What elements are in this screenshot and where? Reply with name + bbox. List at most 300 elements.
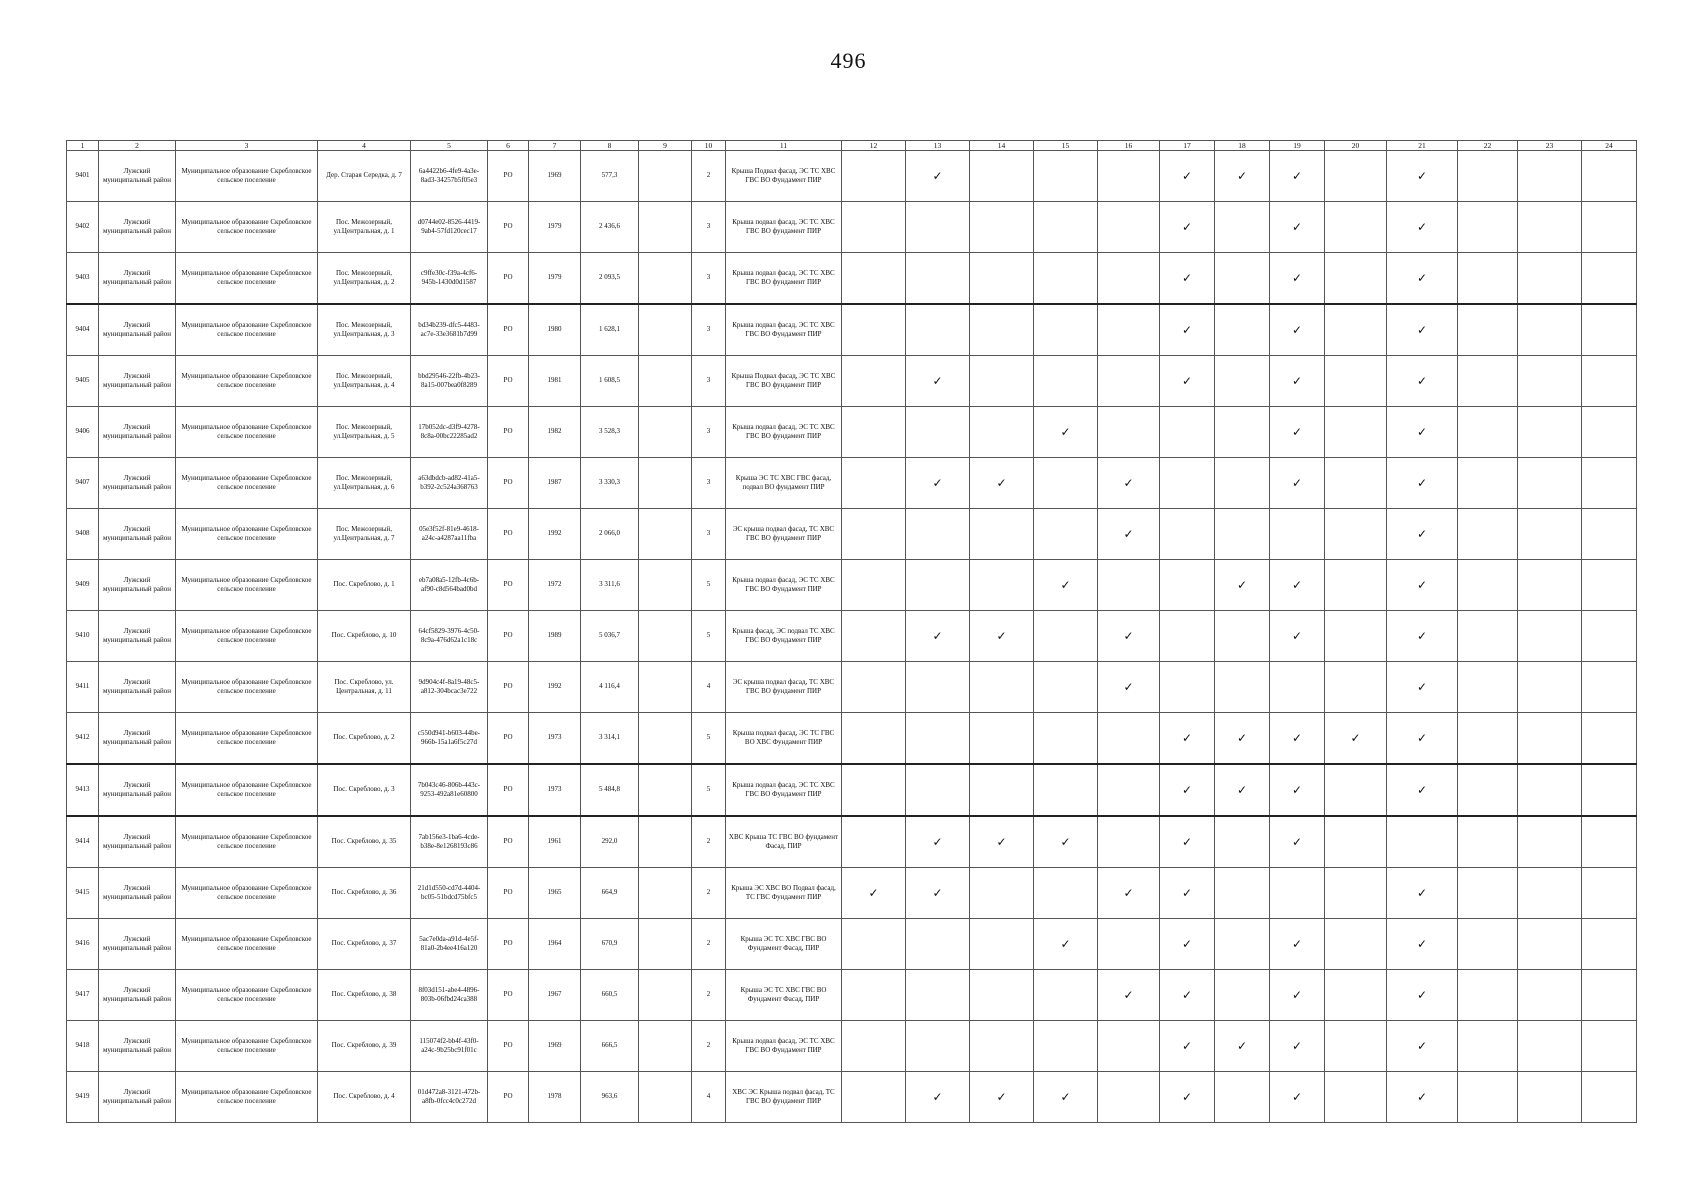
table-row [67,868,1637,919]
municipality-cell: Муниципальное образование Скребловское сельское поселение [176,560,318,611]
works-list-cell: Крыша подвал фасад, ЭС ТС ХВС ГВС ВО фундамент ПИР [726,407,842,458]
area-cell: 1 628,1 [581,304,639,356]
empty-cell [906,253,970,305]
works-list-cell: Крыша подвал фасад, ЭС ТС ХВС ГВС ВО фундамент ПИР [726,202,842,253]
area-cell: 3 314,1 [581,713,639,765]
district-cell: Лужский муниципальный район [99,764,176,816]
check-mark-icon: ✓ [1387,868,1458,919]
column-header-1: 1 [67,141,99,151]
area-cell: 3 330,3 [581,458,639,509]
address-cell: Пос. Скреблово, д. 36 [318,868,411,919]
table-row [67,1021,1637,1072]
empty-cell [906,560,970,611]
fund-type-cell: РО [488,407,529,458]
works-list-cell: Крыша фасад, ЭС подвал ТС ХВС ГВС ВО Фундамент ПИР [726,611,842,662]
check-mark-icon: ✓ [1160,1072,1215,1123]
empty-cell [906,509,970,560]
address-cell: Пос. Скреблово, д. 39 [318,1021,411,1072]
empty-cell [1582,1072,1637,1123]
empty-cell [1215,816,1270,868]
address-cell: Пос. Межозерный, ул.Центральная, д. 5 [318,407,411,458]
empty-cell [842,253,906,305]
capital-repair-table [66,140,1637,1123]
empty-cell [1270,662,1325,713]
empty-cell [970,509,1034,560]
empty-cell [906,713,970,765]
check-mark-icon: ✓ [1160,1021,1215,1072]
empty-cell [1098,151,1160,202]
empty-cell [906,1021,970,1072]
page-number: 496 [830,48,867,73]
check-mark-icon: ✓ [906,458,970,509]
empty-cell [1215,253,1270,305]
floors-cell: 3 [692,304,726,356]
col9-cell [639,662,692,713]
house-code-cell: 21d1d550-cd7d-4404-bc05-51bdcd75bfc5 [411,868,488,919]
empty-cell [1582,662,1637,713]
check-mark-icon: ✓ [1215,1021,1270,1072]
fund-type-cell: РО [488,304,529,356]
house-code-cell: c9ffe30c-f39a-4cf6-945b-1430d0d1587 [411,253,488,305]
check-mark-icon: ✓ [1160,151,1215,202]
empty-cell [906,304,970,356]
floors-cell: 2 [692,151,726,202]
check-mark-icon: ✓ [1387,151,1458,202]
row-number-cell: 9406 [67,407,99,458]
column-number-row [67,141,1637,151]
address-cell: Пос. Межозерный, ул.Центральная, д. 1 [318,202,411,253]
district-cell: Лужский муниципальный район [99,356,176,407]
empty-cell [970,560,1034,611]
check-mark-icon: ✓ [1098,662,1160,713]
district-cell: Лужский муниципальный район [99,919,176,970]
works-list-cell: Крыша подвал фасад, ЭС ТС ГВС ВО ХВС Фундамент ПИР [726,713,842,765]
empty-cell [1458,560,1518,611]
empty-cell [1325,868,1387,919]
year-built-cell: 1987 [529,458,581,509]
district-cell: Лужский муниципальный район [99,816,176,868]
empty-cell [1518,458,1582,509]
check-mark-icon: ✓ [1387,560,1458,611]
check-mark-icon: ✓ [906,816,970,868]
address-cell: Пос. Скреблово, ул. Центральная, д. 11 [318,662,411,713]
empty-cell [842,1021,906,1072]
empty-cell [1270,868,1325,919]
empty-cell [1325,509,1387,560]
col9-cell [639,202,692,253]
district-cell: Лужский муниципальный район [99,868,176,919]
municipality-cell: Муниципальное образование Скребловское сельское поселение [176,253,318,305]
empty-cell [1518,816,1582,868]
floors-cell: 3 [692,509,726,560]
municipality-cell: Муниципальное образование Скребловское сельское поселение [176,458,318,509]
table-row [67,560,1637,611]
district-cell: Лужский муниципальный район [99,253,176,305]
year-built-cell: 1973 [529,713,581,765]
row-number-cell: 9407 [67,458,99,509]
address-cell: Пос. Скреблово, д. 37 [318,919,411,970]
empty-cell [1215,407,1270,458]
empty-cell [1160,560,1215,611]
empty-cell [1098,356,1160,407]
check-mark-icon: ✓ [1387,356,1458,407]
works-list-cell: Крыша подвал фасад, ЭС ТС ХВС ГВС ВО Фундамент ПИР [726,764,842,816]
table-row [67,509,1637,560]
empty-cell [970,253,1034,305]
empty-cell [1518,662,1582,713]
empty-cell [1518,253,1582,305]
fund-type-cell: РО [488,611,529,662]
year-built-cell: 1992 [529,509,581,560]
empty-cell [1160,458,1215,509]
works-list-cell: Крыша ЭС ХВС ВО Подвал фасад, ТС ГВС Фундамент ПИР [726,868,842,919]
check-mark-icon: ✓ [1270,611,1325,662]
empty-cell [1160,509,1215,560]
floors-cell: 2 [692,816,726,868]
fund-type-cell: РО [488,764,529,816]
year-built-cell: 1978 [529,1072,581,1123]
table-body [67,151,1637,1123]
empty-cell [1518,202,1582,253]
check-mark-icon: ✓ [1270,764,1325,816]
empty-cell [1458,151,1518,202]
empty-cell [1518,1021,1582,1072]
check-mark-icon: ✓ [1160,202,1215,253]
empty-cell [1518,151,1582,202]
check-mark-icon: ✓ [970,458,1034,509]
empty-cell [1582,407,1637,458]
municipality-cell: Муниципальное образование Скребловское сельское поселение [176,509,318,560]
floors-cell: 5 [692,764,726,816]
col9-cell [639,253,692,305]
empty-cell [1034,458,1098,509]
area-cell: 5 484,8 [581,764,639,816]
house-code-cell: 17b052dc-d3f9-4278-8c8a-00bc22285ad2 [411,407,488,458]
check-mark-icon: ✓ [1270,356,1325,407]
empty-cell [1458,868,1518,919]
table-row [67,151,1637,202]
table-row [67,919,1637,970]
check-mark-icon: ✓ [1034,407,1098,458]
empty-cell [1582,509,1637,560]
empty-cell [1215,356,1270,407]
empty-cell [1215,662,1270,713]
year-built-cell: 1981 [529,356,581,407]
district-cell: Лужский муниципальный район [99,560,176,611]
row-number-cell: 9405 [67,356,99,407]
col9-cell [639,764,692,816]
municipality-cell: Муниципальное образование Скребловское сельское поселение [176,407,318,458]
empty-cell [1215,611,1270,662]
check-mark-icon: ✓ [1387,1072,1458,1123]
empty-cell [1582,919,1637,970]
row-number-cell: 9419 [67,1072,99,1123]
empty-cell [1582,868,1637,919]
works-list-cell: ЭС крыша подвал фасад, ТС ХВС ГВС ВО фундамент ПИР [726,509,842,560]
municipality-cell: Муниципальное образование Скребловское сельское поселение [176,662,318,713]
empty-cell [906,919,970,970]
municipality-cell: Муниципальное образование Скребловское сельское поселение [176,356,318,407]
house-code-cell: d0744e02-8526-4419-9ab4-57fd120cec17 [411,202,488,253]
empty-cell [906,970,970,1021]
empty-cell [1582,304,1637,356]
empty-cell [1215,868,1270,919]
address-cell: Пос. Межозерный, ул.Центральная, д. 3 [318,304,411,356]
row-number-cell: 9416 [67,919,99,970]
year-built-cell: 1980 [529,304,581,356]
empty-cell [1325,764,1387,816]
column-header-5: 5 [411,141,488,151]
empty-cell [1582,356,1637,407]
check-mark-icon: ✓ [1160,970,1215,1021]
column-header-14: 14 [970,141,1034,151]
address-cell: Пос. Скреблово, д. 2 [318,713,411,765]
empty-cell [842,970,906,1021]
row-number-cell: 9417 [67,970,99,1021]
house-code-cell: c550d941-b603-44be-966b-15a1a6f5c27d [411,713,488,765]
house-code-cell: 7ab156e3-1ba6-4cde-b38e-8e1268193c86 [411,816,488,868]
empty-cell [842,356,906,407]
works-list-cell: Крыша подвал фасад, ЭС ТС ХВС ГВС ВО Фундамент ПИР [726,560,842,611]
empty-cell [1034,611,1098,662]
row-number-cell: 9404 [67,304,99,356]
empty-cell [1458,816,1518,868]
check-mark-icon: ✓ [1270,458,1325,509]
works-list-cell: Крыша ЭС ТС ХВС ГВС ВО Фундамент Фасад, ПИР [726,919,842,970]
address-cell: Пос. Скреблово, д. 10 [318,611,411,662]
empty-cell [1458,1072,1518,1123]
floors-cell: 4 [692,1072,726,1123]
fund-type-cell: РО [488,1021,529,1072]
house-code-cell: 64cf5829-3976-4c50-8c9a-476d62a1c18c [411,611,488,662]
row-number-cell: 9410 [67,611,99,662]
works-list-cell: Крыша подвал фасад, ЭС ТС ХВС ГВС ВО Фундамент ПИР [726,304,842,356]
empty-cell [1098,713,1160,765]
empty-cell [1518,509,1582,560]
column-header-15: 15 [1034,141,1098,151]
table-row [67,407,1637,458]
empty-cell [1325,560,1387,611]
check-mark-icon: ✓ [906,611,970,662]
check-mark-icon: ✓ [1098,611,1160,662]
house-code-cell: eb7a08a5-12fb-4c6b-af90-c8d564bad0bd [411,560,488,611]
check-mark-icon: ✓ [1034,816,1098,868]
col9-cell [639,1021,692,1072]
check-mark-icon: ✓ [1387,253,1458,305]
empty-cell [1582,1021,1637,1072]
year-built-cell: 1989 [529,611,581,662]
column-header-13: 13 [906,141,970,151]
check-mark-icon: ✓ [1387,1021,1458,1072]
check-mark-icon: ✓ [1160,816,1215,868]
empty-cell [1325,151,1387,202]
empty-cell [1582,202,1637,253]
empty-cell [1582,560,1637,611]
district-cell: Лужский муниципальный район [99,662,176,713]
district-cell: Лужский муниципальный район [99,1021,176,1072]
empty-cell [1582,611,1637,662]
area-cell: 2 093,5 [581,253,639,305]
empty-cell [1325,407,1387,458]
column-header-22: 22 [1458,141,1518,151]
empty-cell [1582,764,1637,816]
works-list-cell: Крыша ЭС ТС ХВС ГВС фасад, подвал ВО фундамент ПИР [726,458,842,509]
empty-cell [1215,509,1270,560]
empty-cell [1458,253,1518,305]
district-cell: Лужский муниципальный район [99,202,176,253]
empty-cell [1582,713,1637,765]
empty-cell [1034,151,1098,202]
column-header-24: 24 [1582,141,1637,151]
empty-cell [970,919,1034,970]
empty-cell [1325,304,1387,356]
empty-cell [1034,764,1098,816]
empty-cell [842,151,906,202]
floors-cell: 3 [692,253,726,305]
municipality-cell: Муниципальное образование Скребловское сельское поселение [176,611,318,662]
empty-cell [1582,253,1637,305]
column-header-18: 18 [1215,141,1270,151]
check-mark-icon: ✓ [1034,919,1098,970]
col9-cell [639,407,692,458]
check-mark-icon: ✓ [1160,253,1215,305]
check-mark-icon: ✓ [1098,458,1160,509]
year-built-cell: 1972 [529,560,581,611]
empty-cell [1458,919,1518,970]
address-cell: Пос. Межозерный, ул.Центральная, д. 6 [318,458,411,509]
house-code-cell: 115074f2-bb4f-43f0-a24c-9b25bc91f01c [411,1021,488,1072]
check-mark-icon: ✓ [1160,713,1215,765]
check-mark-icon: ✓ [1034,1072,1098,1123]
empty-cell [1458,611,1518,662]
empty-cell [1518,611,1582,662]
empty-cell [1098,764,1160,816]
row-number-cell: 9408 [67,509,99,560]
check-mark-icon: ✓ [1387,611,1458,662]
check-mark-icon: ✓ [1215,151,1270,202]
column-header-23: 23 [1518,141,1582,151]
empty-cell [1215,970,1270,1021]
address-cell: Пос. Скреблово, д. 3 [318,764,411,816]
check-mark-icon: ✓ [842,868,906,919]
col9-cell [639,611,692,662]
address-cell: Пос. Скреблово, д. 4 [318,1072,411,1123]
address-cell: Пос. Межозерный, ул.Центральная, д. 2 [318,253,411,305]
year-built-cell: 1979 [529,202,581,253]
table-row [67,611,1637,662]
empty-cell [1325,356,1387,407]
empty-cell [1582,151,1637,202]
house-code-cell: 01d472a8-3121-472b-a8fb-0fcc4c0c272d [411,1072,488,1123]
empty-cell [1325,919,1387,970]
empty-cell [970,970,1034,1021]
fund-type-cell: РО [488,151,529,202]
empty-cell [1215,202,1270,253]
empty-cell [1582,970,1637,1021]
column-header-12: 12 [842,141,906,151]
empty-cell [1034,202,1098,253]
col9-cell [639,713,692,765]
municipality-cell: Муниципальное образование Скребловское сельское поселение [176,970,318,1021]
address-cell: Пос. Скреблово, д. 1 [318,560,411,611]
address-cell: Пос. Межозерный, ул.Центральная, д. 4 [318,356,411,407]
house-code-cell: 6a4422b6-4fe9-4a3e-8ad3-34257b5f05e3 [411,151,488,202]
row-number-cell: 9412 [67,713,99,765]
works-list-cell: ХВС ЭС Крыша подвал фасад, ТС ГВС ВО фундамент ПИР [726,1072,842,1123]
check-mark-icon: ✓ [1215,713,1270,765]
area-cell: 670,9 [581,919,639,970]
empty-cell [1098,1072,1160,1123]
check-mark-icon: ✓ [1098,970,1160,1021]
empty-cell [1458,764,1518,816]
empty-cell [1518,304,1582,356]
table-row [67,1072,1637,1123]
empty-cell [1458,1021,1518,1072]
row-number-cell: 9402 [67,202,99,253]
empty-cell [1518,1072,1582,1123]
empty-cell [842,713,906,765]
empty-cell [1034,970,1098,1021]
column-header-16: 16 [1098,141,1160,151]
fund-type-cell: РО [488,560,529,611]
empty-cell [1034,1021,1098,1072]
empty-cell [1098,816,1160,868]
col9-cell [639,560,692,611]
empty-cell [842,304,906,356]
house-code-cell: a63dbdcb-ad82-41a5-b392-2c524a368763 [411,458,488,509]
empty-cell [842,611,906,662]
address-cell: Дер. Старая Середка, д. 7 [318,151,411,202]
empty-cell [970,868,1034,919]
check-mark-icon: ✓ [970,611,1034,662]
empty-cell [1458,356,1518,407]
area-cell: 3 528,3 [581,407,639,458]
empty-cell [906,764,970,816]
check-mark-icon: ✓ [1387,919,1458,970]
area-cell: 3 311,6 [581,560,639,611]
table-row [67,458,1637,509]
empty-cell [970,662,1034,713]
area-cell: 5 036,7 [581,611,639,662]
check-mark-icon: ✓ [1160,304,1215,356]
empty-cell [1458,458,1518,509]
empty-cell [1160,407,1215,458]
check-mark-icon: ✓ [970,1072,1034,1123]
empty-cell [842,662,906,713]
column-header-10: 10 [692,141,726,151]
check-mark-icon: ✓ [1325,713,1387,765]
check-mark-icon: ✓ [906,151,970,202]
check-mark-icon: ✓ [970,816,1034,868]
check-mark-icon: ✓ [1160,868,1215,919]
empty-cell [1582,816,1637,868]
check-mark-icon: ✓ [1215,560,1270,611]
empty-cell [1518,919,1582,970]
area-cell: 292,0 [581,816,639,868]
empty-cell [1098,304,1160,356]
col9-cell [639,1072,692,1123]
check-mark-icon: ✓ [1160,919,1215,970]
empty-cell [1325,662,1387,713]
check-mark-icon: ✓ [1270,560,1325,611]
works-list-cell: ХВС Крыша ТС ГВС ВО фундамент Фасад, ПИР [726,816,842,868]
column-header-21: 21 [1387,141,1458,151]
empty-cell [970,304,1034,356]
col9-cell [639,304,692,356]
works-list-cell: Крыша Подвал фасад, ЭС ТС ХВС ГВС ВО фундамент ПИР [726,356,842,407]
works-list-cell: ЭС крыша подвал фасад, ТС ХВС ГВС ВО фундамент ПИР [726,662,842,713]
district-cell: Лужский муниципальный район [99,304,176,356]
